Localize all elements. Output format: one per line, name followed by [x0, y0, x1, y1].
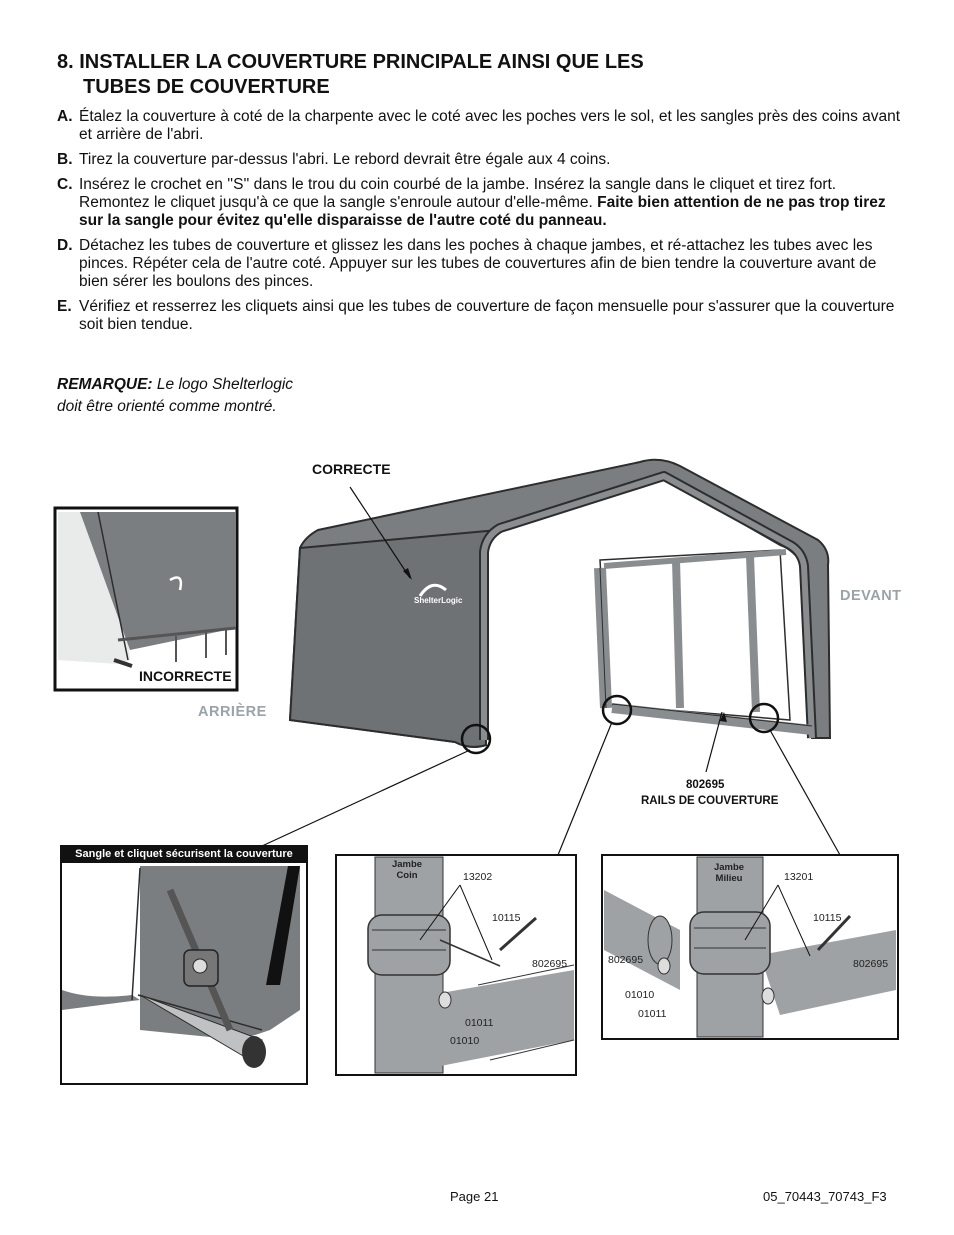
correct-label: CORRECTE	[312, 461, 391, 477]
rear-label: ARRIÈRE	[198, 704, 267, 720]
corner-detail-title	[384, 859, 430, 881]
middle-part-01010: 01010	[625, 989, 655, 1001]
strap-caption: Sangle et cliquet sécurisent la couverture	[61, 846, 307, 863]
middle-detail-pointer	[770, 730, 840, 855]
step-letter: C.	[57, 176, 73, 193]
step-text: Tirez la couverture par-dessus l'abri. Le rebord devrait être égale aux 4 coins.	[79, 151, 611, 168]
remark-label: REMARQUE:	[57, 376, 153, 393]
step-letter: D.	[57, 237, 73, 254]
middle-part-802695-left: 802695	[608, 954, 644, 966]
corner-part-10115: 10115	[492, 912, 521, 924]
document-code: 05_70443_70743_F3	[763, 1189, 887, 1204]
incorrect-label: INCORRECTE	[139, 668, 232, 684]
incorrect-inset	[55, 508, 237, 690]
strap-detail-pointer	[262, 750, 470, 846]
rail-part-name: RAILS DE COUVERTURE	[641, 795, 779, 807]
middle-title-line1: Jambe	[713, 862, 745, 873]
corner-title-line2: Coin	[396, 870, 418, 881]
front-label: DEVANT	[840, 588, 902, 604]
step-letter: A.	[57, 108, 73, 125]
corner-part-802695: 802695	[532, 958, 568, 970]
strap-detail-box	[61, 846, 307, 1084]
section-heading-line1: 8. INSTALLER LA COUVERTURE PRINCIPALE AINSI QUE LES	[57, 51, 644, 73]
middle-title-line2: Milieu	[715, 873, 743, 884]
corner-part-13202: 13202	[463, 871, 493, 883]
section-heading-line2: TUBES DE COUVERTURE	[83, 76, 330, 98]
corner-part-01010: 01010	[450, 1035, 480, 1047]
page-number: Page 21	[450, 1189, 499, 1204]
remark-text-1: Le logo Shelterlogic	[156, 376, 294, 393]
rail-part-number: 802695	[686, 779, 725, 791]
corner-part-01011: 01011	[465, 1017, 494, 1029]
step-text: Étalez la couverture à coté de la charpente avec le coté avec les poches vers le sol, et les sangles près des coins avant et arrière de l'abri.	[79, 108, 901, 143]
step-text: Insérez le crochet en ''S'' dans le trou du coin courbé de la jambe. Insérez la sangle dans le cliquet et tirez fort. Remontez le cliquet jusqu'à ce que la sangle s'enroule autour d'elle-même.	[79, 176, 837, 211]
middle-part-01011: 01011	[638, 1008, 667, 1020]
step-warning: Faite bien attention de ne pas trop tirez sur la sangle pour évitez qu'elle disparaisse de l'autre coté du panneau.	[79, 194, 886, 229]
shelter-front-opening	[600, 550, 790, 720]
step-letter: E.	[57, 298, 72, 315]
middle-part-802695-right: 802695	[853, 958, 889, 970]
shelter-side-panel	[290, 530, 498, 747]
remark-text-2: doit être orienté comme montré.	[57, 398, 277, 415]
step-text: Détachez les tubes de couverture et glissez les dans les poches à chaque jambes, et ré-attachez les tubes avec les pinces. Répéter cela de l'autre coté. Appuyer sur les tubes de couvertures afin de bien tendre la couverture avant de bien sérer les boulons des pinces.	[79, 237, 877, 290]
corner-title-line1: Jambe	[391, 859, 423, 870]
middle-part-13201: 13201	[784, 871, 814, 883]
middle-part-10115: 10115	[813, 912, 842, 924]
step-letter: B.	[57, 151, 73, 168]
middle-detail-title	[706, 862, 752, 884]
step-text: Vérifiez et resserrez les cliquets ainsi que les tubes de couverture de façon mensuelle pour s'assurer que la couverture soit bien tendue.	[79, 298, 895, 333]
shelter-logo-text: ShelterLogic	[414, 596, 463, 605]
corner-detail-pointer	[558, 722, 612, 855]
